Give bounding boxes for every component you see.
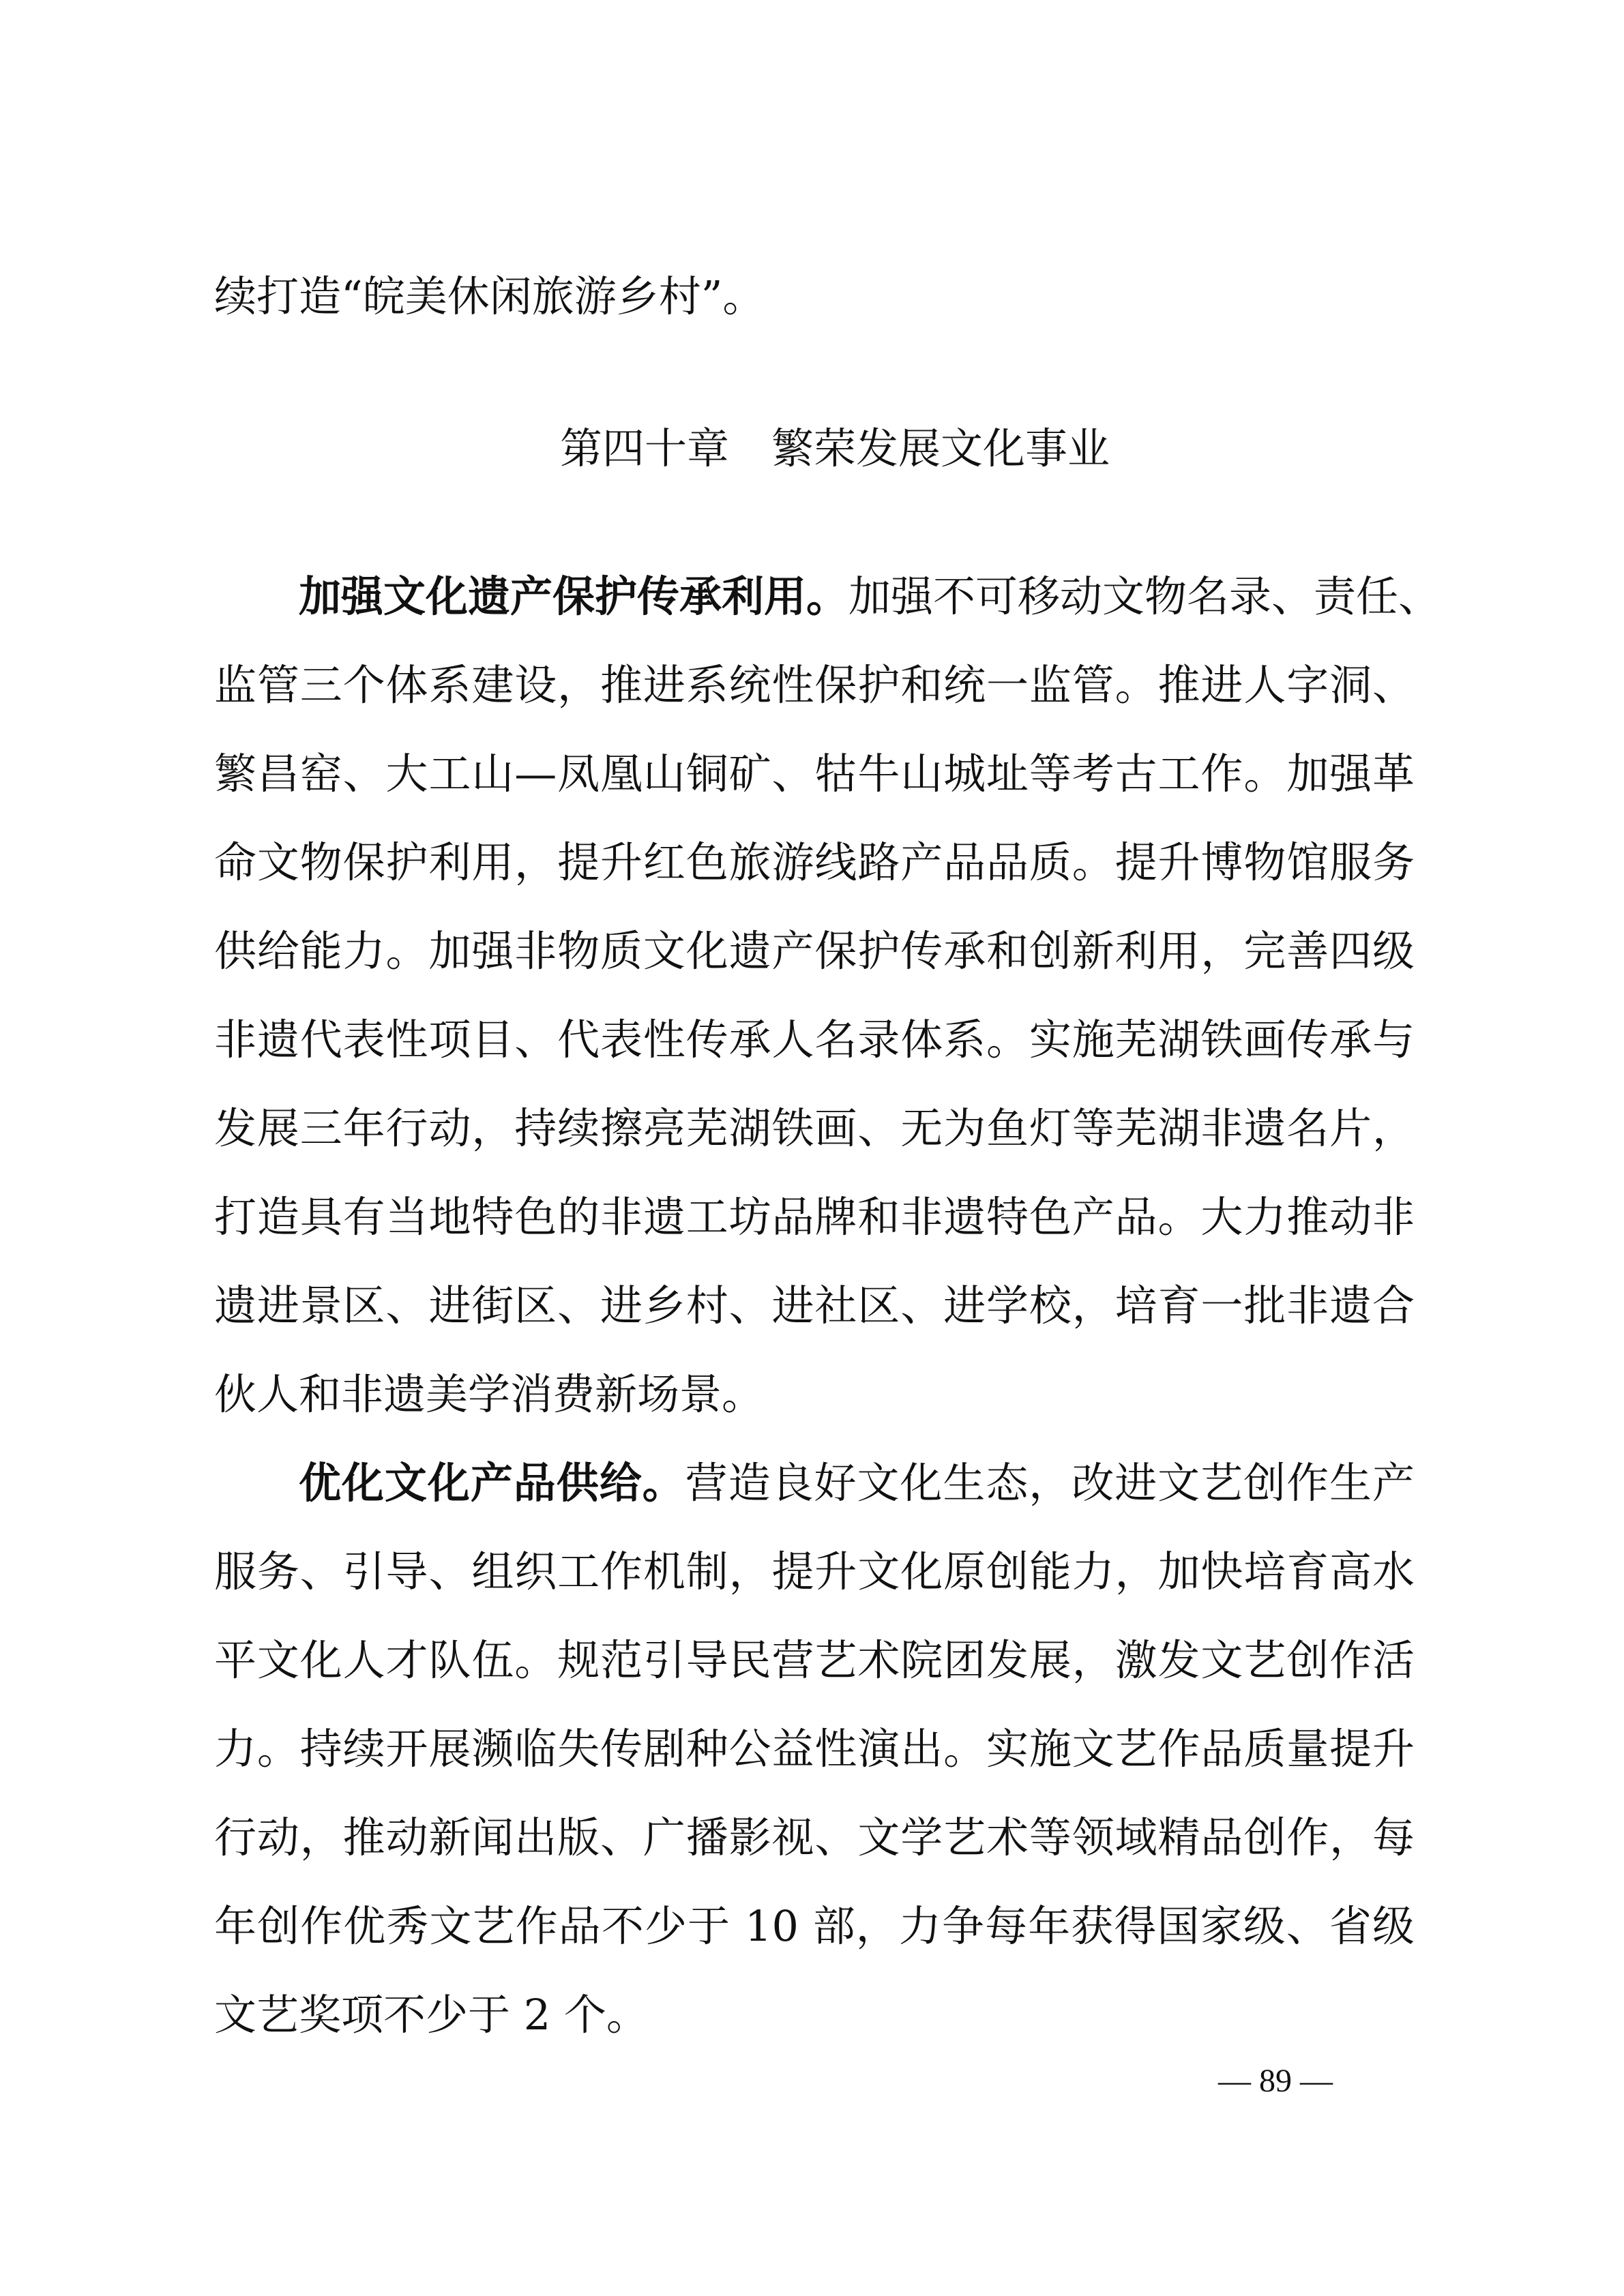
- document-body: [214, 252, 1441, 2059]
- page-number: — 89 —: [1218, 2063, 1333, 2099]
- intro-line: 续打造“皖美休闲旅游乡村”。: [214, 271, 765, 321]
- paragraph-line: 行动，推动新闻出版、广播影视、文学艺术等领域精品创作，每: [214, 1813, 1415, 1862]
- paragraph-line: 年创作优秀文艺作品不少于 10 部，力争每年获得国家级、省级: [214, 1901, 1415, 1951]
- paragraph-line: 供给能力。加强非物质文化遗产保护传承和创新利用，完善四级: [214, 926, 1415, 976]
- paragraph-line: 监管三个体系建设，推进系统性保护和统一监管。推进人字洞、: [214, 660, 1415, 710]
- section-culture-products: [214, 1439, 1415, 2059]
- paragraph-line: 打造具有当地特色的非遗工坊品牌和非遗特色产品。大力推动非: [214, 1192, 1415, 1242]
- paragraph-line: 发展三年行动，持续擦亮芜湖铁画、无为鱼灯等芜湖非遗名片，: [214, 1103, 1415, 1153]
- paragraph-line: 加强文化遗产保护传承利用。加强不可移动文物名录、责任、: [299, 571, 1441, 621]
- paragraph-line: 遗进景区、进街区、进乡村、进社区、进学校，培育一批非遗合: [214, 1281, 1415, 1330]
- chapter-title: 第四十章 繁荣发展文化事业: [559, 423, 1110, 473]
- paragraph-line: 命文物保护利用，提升红色旅游线路产品品质。提升博物馆服务: [214, 837, 1415, 887]
- paragraph-line: 力。持续开展濒临失传剧种公益性演出。实施文艺作品质量提升: [214, 1724, 1415, 1774]
- paragraph-line: 文艺奖项不少于 2 个。: [214, 1990, 649, 2040]
- section-heading: 优化文化产品供给。: [299, 1458, 685, 1508]
- paragraph-line: 繁昌窑、大工山—凤凰山铜矿、牯牛山城址等考古工作。加强革: [214, 749, 1415, 799]
- section-heading: 加强文化遗产保护传承利用。: [299, 571, 849, 621]
- paragraph-line: 非遗代表性项目、代表性传承人名录体系。实施芜湖铁画传承与: [214, 1015, 1415, 1064]
- paragraph-line: 平文化人才队伍。规范引导民营艺术院团发展，激发文艺创作活: [214, 1635, 1415, 1685]
- paragraph-line: 服务、引导、组织工作机制，提升文化原创能力，加快培育高水: [214, 1547, 1415, 1596]
- paragraph-line: 伙人和非遗美学消费新场景。: [214, 1369, 765, 1419]
- section-heritage: [214, 552, 1441, 1439]
- paragraph-line: 优化文化产品供给。营造良好文化生态，改进文艺创作生产: [299, 1458, 1415, 1508]
